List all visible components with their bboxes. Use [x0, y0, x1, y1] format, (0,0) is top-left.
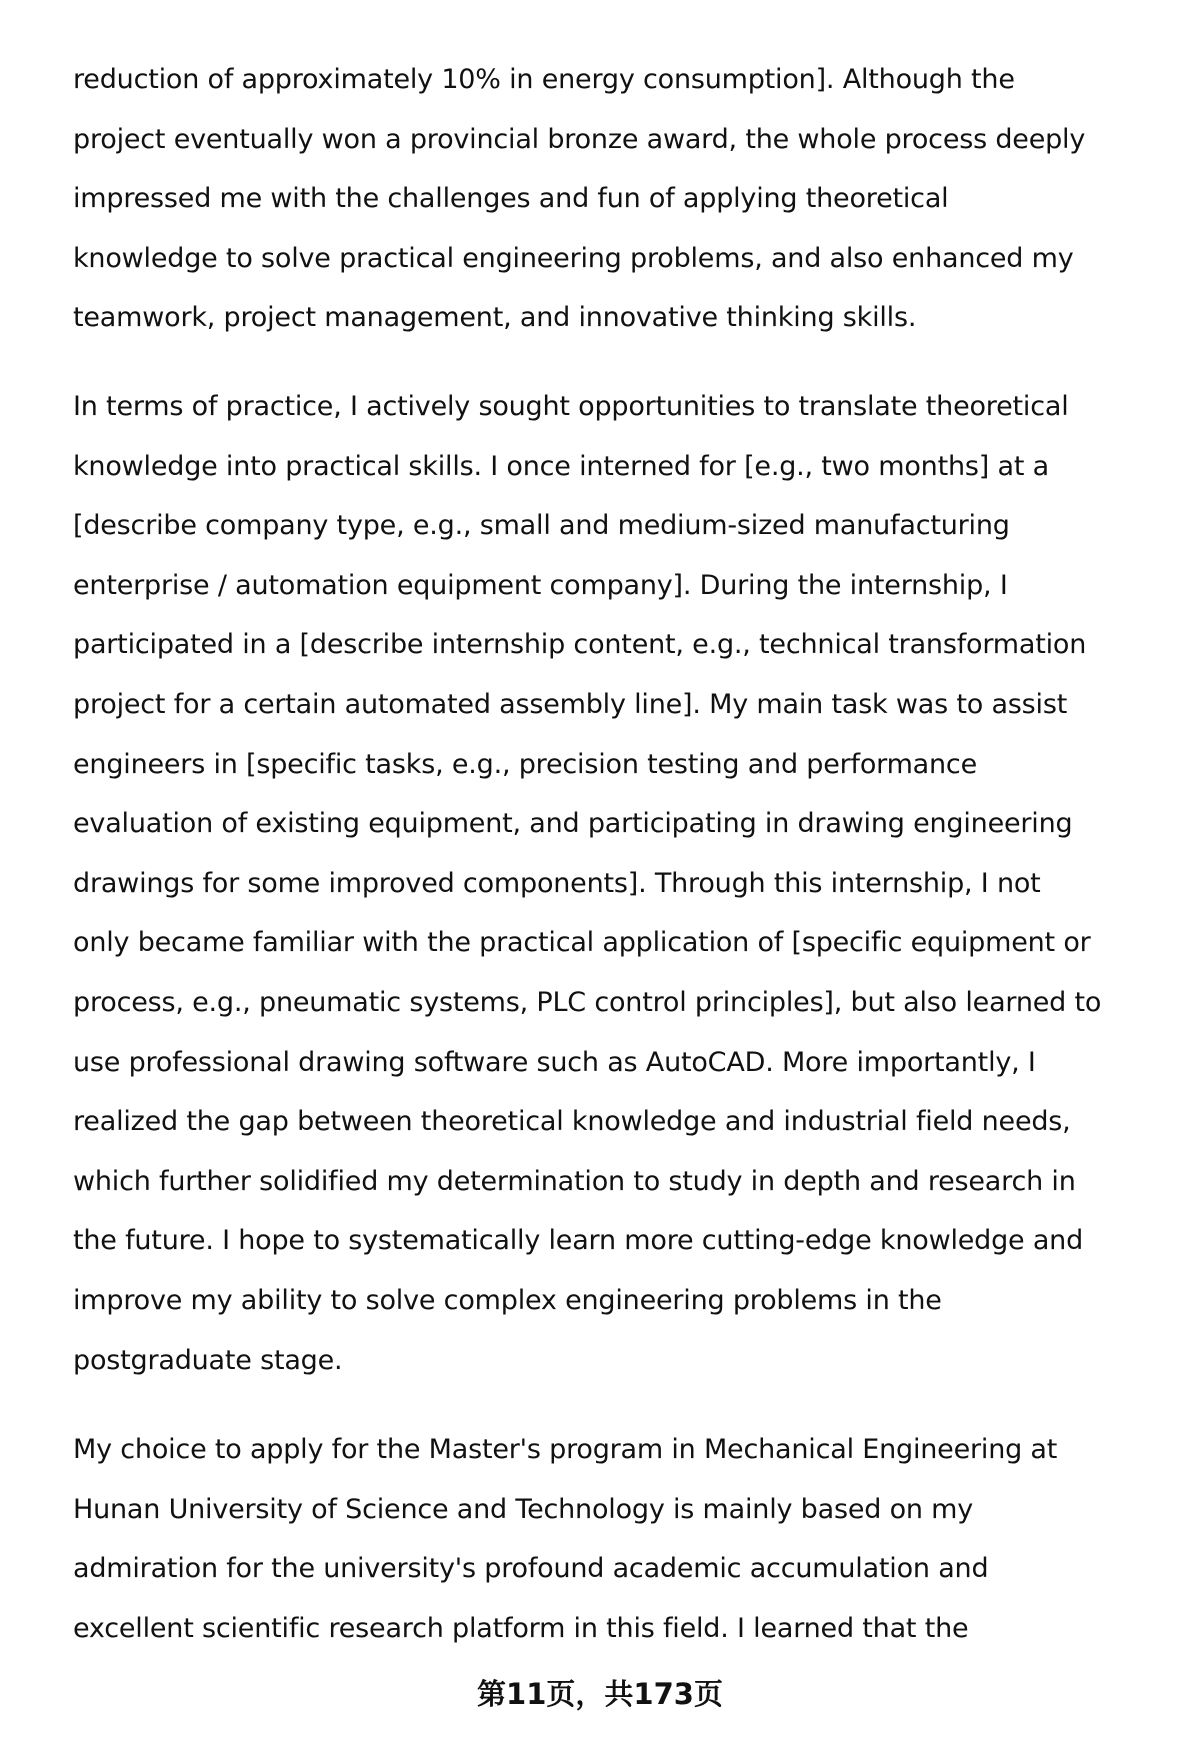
text-line: impressed me with the challenges and fun of applying theoretical — [73, 183, 949, 215]
text-line: knowledge to solve practical engineering problems, and also enhanced my — [73, 242, 1074, 274]
text-line: Hunan University of Science and Technology is mainly based on my — [73, 1493, 974, 1525]
paragraph-1 — [73, 50, 1183, 348]
text-line: which further solidified my determination to study in depth and research in — [73, 1165, 1076, 1197]
text-line: drawings for some improved components]. Through this internship, I not — [73, 867, 1041, 899]
text-line: knowledge into practical skills. I once interned for [e.g., two months] at a — [73, 450, 1049, 482]
text-line: the future. I hope to systematically learn more cutting-edge knowledge and — [73, 1225, 1084, 1257]
text-line: excellent scientific research platform in this field. I learned that the — [73, 1612, 969, 1644]
paragraph-2 — [73, 377, 1183, 1390]
text-line: engineers in [specific tasks, e.g., precision testing and performance — [73, 748, 977, 780]
text-line: admiration for the university's profound academic accumulation and — [73, 1553, 989, 1585]
text-line: enterprise / automation equipment company]. During the internship, I — [73, 569, 1008, 601]
text-line: teamwork, project management, and innovative thinking skills. — [73, 302, 917, 334]
text-line: postgraduate stage. — [73, 1344, 343, 1376]
text-line: evaluation of existing equipment, and participating in drawing engineering — [73, 808, 1073, 840]
page-number-footer: 第11页，共173页 — [477, 1677, 723, 1711]
text-line: reduction of approximately 10% in energy consumption]. Although the — [73, 64, 1015, 95]
paragraph-3 — [73, 1420, 1183, 1658]
text-line: process, e.g., pneumatic systems, PLC control principles], but also learned to — [73, 986, 1102, 1018]
text-line: improve my ability to solve complex engineering problems in the — [73, 1284, 942, 1316]
text-line: project for a certain automated assembly line]. My main task was to assist — [73, 688, 1068, 720]
text-line: participated in a [describe internship content, e.g., technical transformation — [73, 629, 1087, 661]
text-line: project eventually won a provincial bronze award, the whole process deeply — [73, 123, 1086, 155]
text-line: [describe company type, e.g., small and medium-sized manufacturing — [73, 510, 1010, 542]
text-line: realized the gap between theoretical knowledge and industrial field needs, — [73, 1106, 1071, 1138]
text-line: My choice to apply for the Master's program in Mechanical Engineering at — [73, 1434, 1058, 1465]
text-line: use professional drawing software such as AutoCAD. More importantly, I — [73, 1046, 1036, 1078]
text-line: only became familiar with the practical application of [specific equipment or — [73, 927, 1091, 959]
text-line: In terms of practice, I actively sought opportunities to translate theoretical — [73, 391, 1069, 422]
